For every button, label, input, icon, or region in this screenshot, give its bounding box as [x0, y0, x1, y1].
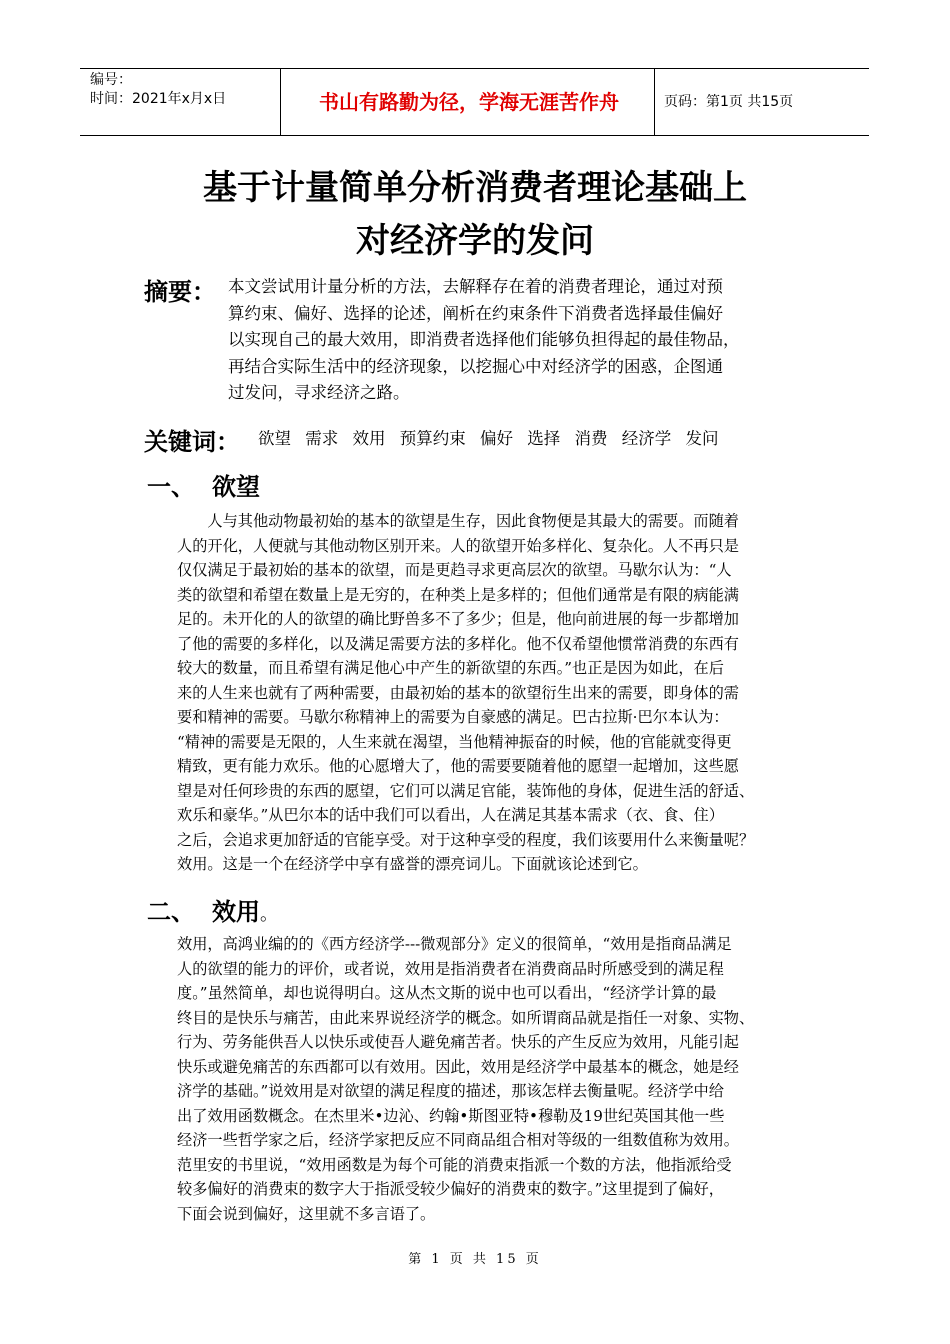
text-line: 效用。这是一个在经济学中享有盛誉的漂亮词儿。下面就该论述到它。	[177, 855, 648, 873]
text-line: 精致，更有能力欢乐。他的心愿增大了，他的需要要随着他的愿望一起增加，这些愿	[177, 757, 739, 775]
text-line: 较大的数量，而且希望有满足他心中产生的新欲望的东西。”也正是因为如此，在后	[177, 659, 724, 677]
abstract-line: 算约束、偏好、选择的论述，阐析在约束条件下消费者选择最佳偏好	[228, 303, 723, 323]
keyword: 效用	[352, 429, 386, 448]
header-motto: 书山有路勤为径，学海无涯苦作舟	[319, 90, 619, 114]
section-heading	[147, 892, 278, 927]
text-line: 了他的需要的多样化，以及满足需要方法的多样化。他不仅希望他惯常消费的东西有	[177, 634, 739, 653]
text-line: 类的欲望和希望在数量上是无穷的，在种类上是多样的；但他们通常是有限的病能满	[177, 585, 739, 604]
text-line: 足的。未开化的人的欲望的确比野兽多不了多少；但是，他向前进展的每一步都增加	[177, 610, 739, 628]
text-line: 人与其他动物最初始的基本的欲望是生存，因此食物便是其最大的需要。而随着	[177, 512, 739, 530]
keyword: 消费	[574, 429, 608, 448]
text-line: 效用，高鸿业编的的《西方经济学---微观部分》定义的很简单，“效用是指商品满足	[177, 935, 732, 953]
text-line: 来的人生来也就有了两种需要，由最初始的基本的欲望衍生出来的需要，即身体的需	[177, 683, 739, 702]
text-line: 范里安的书里说，“效用函数是为每个可能的消费束指派一个数的方法，他指派给受	[177, 1155, 732, 1174]
document-header	[80, 68, 869, 136]
section-number: 二、	[147, 898, 195, 926]
text-line: 经济一些哲学家之后，经济学家把反应不同商品组合相对等级的一组数值称为效用。	[177, 1131, 739, 1149]
text-line: 济学的基础。”说效用是对欲望的满足程度的描述，那该怎样去衡量呢。经济学中给	[177, 1082, 724, 1100]
keyword: 发问	[685, 429, 719, 448]
keyword: 选择	[527, 429, 561, 448]
text-line: 要和精神的需要。马歇尔称精神上的需要为自豪感的满足。巴古拉斯·巴尔本认为：	[177, 708, 729, 726]
text-line: 终目的是快乐与痛苦，由此来界说经济学的概念。如所谓商品就是指任一对象、实物、	[177, 1008, 755, 1027]
section-body	[177, 509, 754, 877]
text-line: 度。”虽然简单，却也说得明白。这从杰文斯的说中也可以看出，“经济学计算的最	[177, 984, 717, 1002]
section-number: 一、	[147, 473, 195, 501]
section-title: 效用	[212, 898, 260, 926]
section-heading	[147, 467, 260, 502]
section-title-suffix: 。	[260, 904, 278, 925]
abstract-line: 过发问，寻求经济之路。	[228, 383, 410, 402]
abstract-line: 以实现自己的最大效用，即消费者选择他们能够负担得起的最佳物品，	[228, 330, 740, 349]
keyword: 经济学	[621, 429, 672, 448]
header-page-info: 页码：第1页 共15页	[664, 94, 794, 110]
section-body	[177, 932, 754, 1226]
text-line: 人的开化，人便就与其他动物区别开来。人的欲望开始多样化、复杂化。人不再只是	[177, 536, 739, 555]
header-meta	[90, 71, 226, 109]
page-footer: 第 1 页 共 15 页	[408, 1252, 542, 1267]
text-line: 较多偏好的消费束的数字大于指派受较少偏好的消费束的数字。”这里提到了偏好，	[177, 1180, 724, 1198]
abstract-text	[228, 274, 740, 407]
date-label: 时间：2021年x月x日	[90, 91, 227, 107]
keyword: 需求	[305, 429, 339, 448]
text-line: 快乐或避免痛苦的东西都可以有效用。因此，效用是经济学中最基本的概念，她是经	[177, 1057, 739, 1076]
keyword: 偏好	[480, 429, 513, 448]
document-title-line-1: 基于计量简单分析消费者理论基础上	[203, 168, 747, 208]
section-title: 欲望	[212, 473, 260, 501]
text-line: “精神的需要是无限的，人生来就在渴望，当他精神振奋的时候，他的官能就变得更	[177, 732, 732, 751]
header-divider	[280, 69, 281, 135]
text-line: 仅仅满足于最初始的基本的欲望，而是更趋寻求更高层次的欲望。马歇尔认为：“人	[177, 561, 732, 579]
document-title-line-2: 对经济学的发问	[356, 221, 594, 261]
abstract-line: 再结合实际生活中的经济现象，以挖掘心中对经济学的困惑，企图通	[228, 356, 723, 376]
keywords-list	[258, 427, 728, 451]
abstract-line: 本文尝试用计量分析的方法，去解释存在着的消费者理论，通过对预	[228, 277, 723, 296]
keyword: 欲望	[258, 429, 291, 448]
text-line: 人的欲望的能力的评价，或者说，效用是指消费者在消费商品时所感受到的满足程	[177, 959, 724, 978]
header-divider	[654, 69, 655, 135]
keyword: 预算约束	[399, 429, 466, 448]
abstract-label: 摘要：	[144, 278, 216, 306]
text-line: 欢乐和豪华。”从巴尔本的话中我们可以看出，人在满足其基本需求（衣、食、住）	[177, 806, 724, 824]
text-line: 之后，会追求更加舒适的官能享受。对于这种享受的程度，我们该要用什么来衡量呢？	[177, 830, 755, 849]
text-line: 行为、劳务能供吾人以快乐或使吾人避免痛苦者。快乐的产生反应为效用，凡能引起	[177, 1033, 739, 1051]
number-label: 编号：	[90, 72, 132, 88]
text-line: 出了效用函数概念。在杰里米•边沁、约翰•斯图亚特•穆勒及19世纪英国其他一些	[177, 1106, 725, 1125]
text-line: 下面会说到偏好，这里就不多言语了。	[177, 1204, 436, 1223]
keywords-label: 关键词：	[144, 428, 240, 456]
text-line: 望是对任何珍贵的东西的愿望，它们可以满足官能，装饰他的身体，促进生活的舒适、	[177, 781, 755, 800]
